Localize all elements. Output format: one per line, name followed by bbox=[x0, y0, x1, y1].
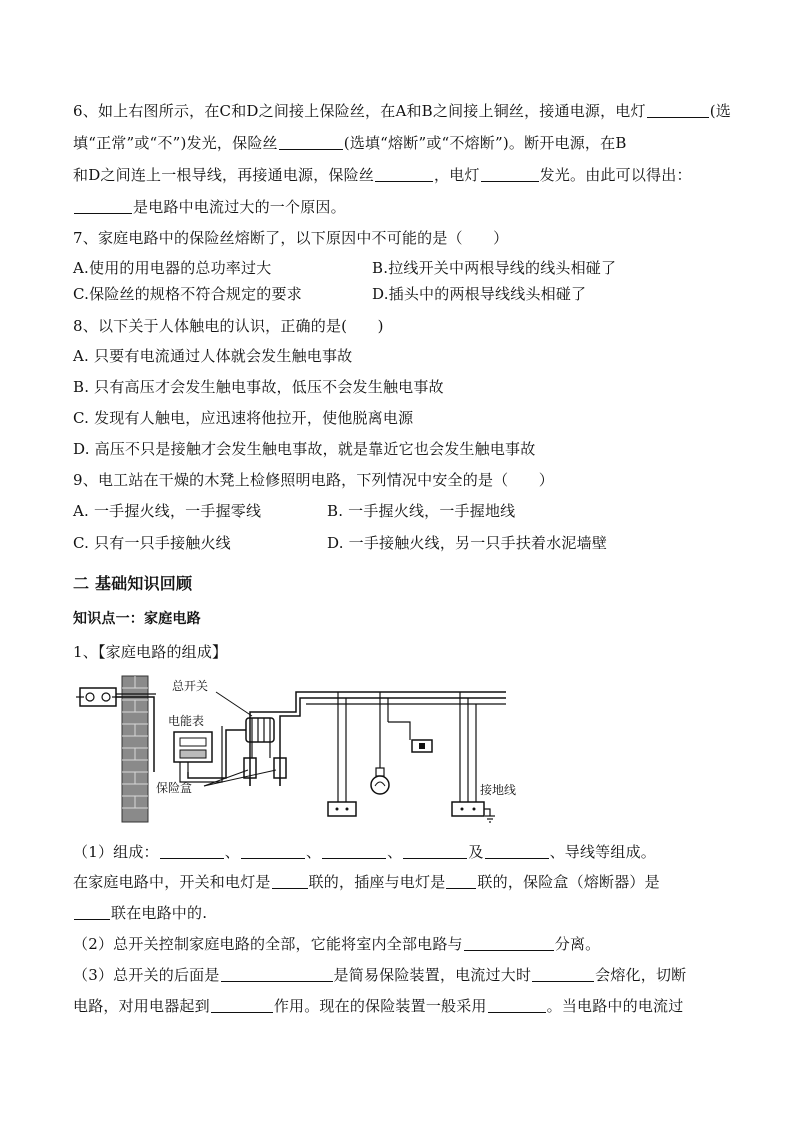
answer-blank[interactable] bbox=[272, 873, 308, 889]
q8-option-c[interactable]: C. 发现有人触电，应迅速将他拉开，使他脱离电源 bbox=[73, 409, 414, 427]
answer-blank[interactable] bbox=[221, 966, 333, 982]
pole-insulator-icon bbox=[76, 688, 122, 706]
section-heading: 二 基础知识回顾 bbox=[73, 574, 193, 593]
answer-blank[interactable] bbox=[446, 873, 476, 889]
q8-option-d[interactable]: D. 高压不只是接触才会发生触电事故，就是靠近它也会发生触电事故 bbox=[73, 440, 536, 458]
q7-stem: 7、家庭电路中的保险丝熔断了，以下原因中不可能的是（ ） bbox=[73, 229, 509, 247]
answer-blank[interactable] bbox=[375, 166, 433, 182]
meter-label: 电能表 bbox=[168, 714, 205, 728]
q8-stem: 8、以下关于人体触电的认识，正确的是( ) bbox=[73, 317, 384, 335]
brick-wall bbox=[122, 676, 148, 822]
answer-blank[interactable] bbox=[322, 843, 386, 859]
fuse-box-label: 保险盒 bbox=[156, 781, 193, 795]
q6-line1: 6、如上右图所示，在C和D之间接上保险丝，在A和B之间接上铜丝，接通电源，电灯 (选 bbox=[73, 102, 731, 120]
answer-blank[interactable] bbox=[74, 198, 132, 214]
q7-option-d[interactable]: D.插头中的两根导线线头相碰了 bbox=[372, 285, 587, 303]
answer-blank[interactable] bbox=[485, 843, 549, 859]
wall-switch-icon bbox=[412, 740, 432, 752]
q7-option-a[interactable]: A.使用的用电器的总功率过大 bbox=[73, 259, 272, 277]
ground-wire-label: 接地线 bbox=[480, 783, 517, 797]
answer-blank[interactable] bbox=[403, 843, 467, 859]
p2-line2: 联在电路中的. bbox=[73, 903, 207, 923]
q6-line4: 是电路中电流过大的一个原因。 bbox=[73, 197, 346, 217]
light-bulb-icon bbox=[371, 752, 389, 794]
p2-line1: 在家庭电路中，开关和电灯是 联的，插座与电灯是 联的，保险盒（熔断器）是 bbox=[73, 873, 660, 891]
q6-line2: 填“正常”或“不”)发光，保险丝 (选填“熔断”或“不熔断”)。断开电源，在B bbox=[73, 134, 627, 152]
answer-blank[interactable] bbox=[74, 904, 110, 920]
answer-blank[interactable] bbox=[481, 166, 539, 182]
household-circuit-diagram bbox=[76, 672, 536, 824]
answer-blank[interactable] bbox=[532, 966, 594, 982]
q9-option-a[interactable]: A. 一手握火线，一手握零线 bbox=[73, 502, 262, 520]
answer-blank[interactable] bbox=[647, 102, 709, 118]
item-title: 1、【家庭电路的组成】 bbox=[73, 643, 228, 661]
q9-option-d[interactable]: D. 一手接触火线，另一只手扶着水泥墙壁 bbox=[327, 534, 608, 552]
answer-blank[interactable] bbox=[160, 843, 224, 859]
answer-blank[interactable] bbox=[279, 134, 343, 150]
q9-option-b[interactable]: B. 一手握火线，一手握地线 bbox=[327, 502, 516, 520]
q7-option-b[interactable]: B.拉线开关中两根导线的线头相碰了 bbox=[372, 259, 617, 277]
knowledge-point-title: 知识点一：家庭电路 bbox=[73, 611, 201, 627]
q7-option-c[interactable]: C.保险丝的规格不符合规定的要求 bbox=[73, 285, 302, 303]
p3-line: （2）总开关控制家庭电路的全部，它能将室内全部电路与 分离。 bbox=[73, 935, 601, 953]
q9-option-c[interactable]: C. 只有一只手接触火线 bbox=[73, 534, 231, 552]
q8-option-a[interactable]: A. 只要有电流通过人体就会发生触电事故 bbox=[73, 347, 353, 365]
answer-blank[interactable] bbox=[464, 935, 554, 951]
electric-meter-icon bbox=[174, 732, 212, 772]
grounded-socket-icon bbox=[452, 802, 495, 822]
p4-line1: （3）总开关的后面是 是简易保险装置，电流过大时 会熔化，切断 bbox=[73, 966, 687, 984]
p1-line: （1）组成： 、 、 、 及 、导线等组成。 bbox=[73, 843, 656, 861]
q6-line3: 和D之间连上一根导线，再接通电源，保险丝 ，电灯 发光。由此可以得出： bbox=[73, 166, 692, 184]
wall-socket-icon bbox=[328, 802, 356, 816]
p4-line2: 电路，对用电器起到 作用。现在的保险装置一般采用 。当电路中的电流过 bbox=[73, 997, 684, 1015]
q9-stem: 9、电工站在干燥的木凳上检修照明电路，下列情况中安全的是（ ） bbox=[73, 471, 554, 489]
q8-option-b[interactable]: B. 只有高压才会发生触电事故，低压不会发生触电事故 bbox=[73, 378, 444, 396]
answer-blank[interactable] bbox=[241, 843, 305, 859]
answer-blank[interactable] bbox=[488, 997, 546, 1013]
main-switch-label: 总开关 bbox=[172, 679, 209, 693]
answer-blank[interactable] bbox=[211, 997, 273, 1013]
